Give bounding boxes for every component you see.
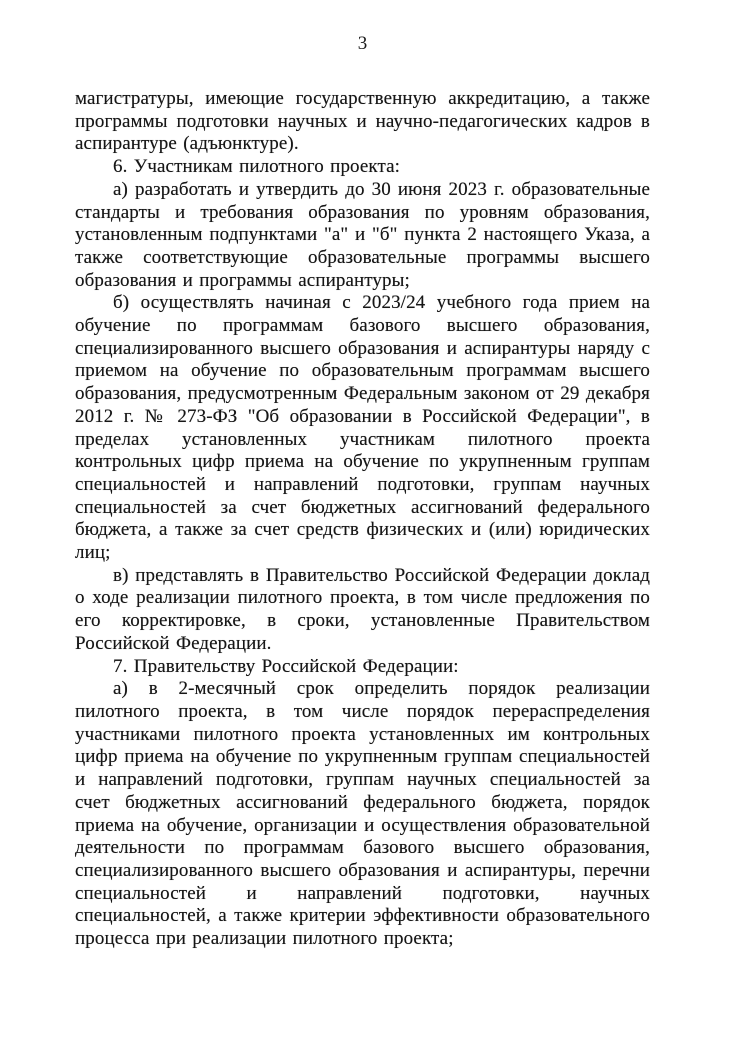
paragraph-item-6a: а) разработать и утвердить до 30 июня 2023 г. образовательные стандарты и требования образования по уровням образования, установленным подпунктами "а" и "б" пункта 2 настоящего Указа, а также соответствующие образовательные программы высшего образования и программы аспирантуры; bbox=[75, 178, 650, 291]
paragraph-item-6b: б) осуществлять начиная с 2023/24 учебного года прием на обучение по программам базового высшего образования, специализированного высшего образования и аспирантуры наряду с приемом на обучение по образовательным программам высшего образования, предусмотренным Федеральным законом от 29 декабря 2012 г. № 273-ФЗ "Об образовании в Российской Федерации", в пределах установленных участникам пилотного проекта контрольных цифр приема на обучение по укрупненным группам специальностей и направлений подготовки, группам научных специальностей за счет бюджетных ассигнований федерального бюджета, а также за счет средств физических и (или) юридических лиц; bbox=[75, 292, 650, 564]
page-number: 3 bbox=[357, 33, 368, 54]
paragraph-continuation: магистратуры, имеющие государственную аккредитацию, а также программы подготовки научных и научно-педагогических кадров в аспирантуре (адъюнктуре). bbox=[75, 88, 650, 155]
paragraph-item-6v: в) представлять в Правительство Российской Федерации доклад о ходе реализации пилотного проекта, в том числе предложения по его корректировке, в сроки, установленные Правительством Российской Федерации. bbox=[75, 564, 650, 654]
paragraph-item-7: 7. Правительству Российской Федерации: bbox=[113, 655, 459, 677]
paragraph-item-7a: а) в 2-месячный срок определить порядок реализации пилотного проекта, в том числе порядок перераспределения участниками пилотного проекта установленных им контрольных цифр приема на обучение по укрупненным группам специальностей и направлений подготовки, группам научных специальностей за счет бюджетных ассигнований федерального бюджета, порядок приема на обучение, организации и осуществления образовательной деятельности по программам базового высшего образования, специализированного высшего образования и аспирантуры, перечни специальностей и направлений подготовки, научных специальностей, а также критерии эффективности образовательного процесса при реализации пилотного проекта; bbox=[75, 678, 650, 950]
paragraph-item-6: 6. Участникам пилотного проекта: bbox=[113, 156, 401, 178]
document-body bbox=[75, 88, 650, 951]
